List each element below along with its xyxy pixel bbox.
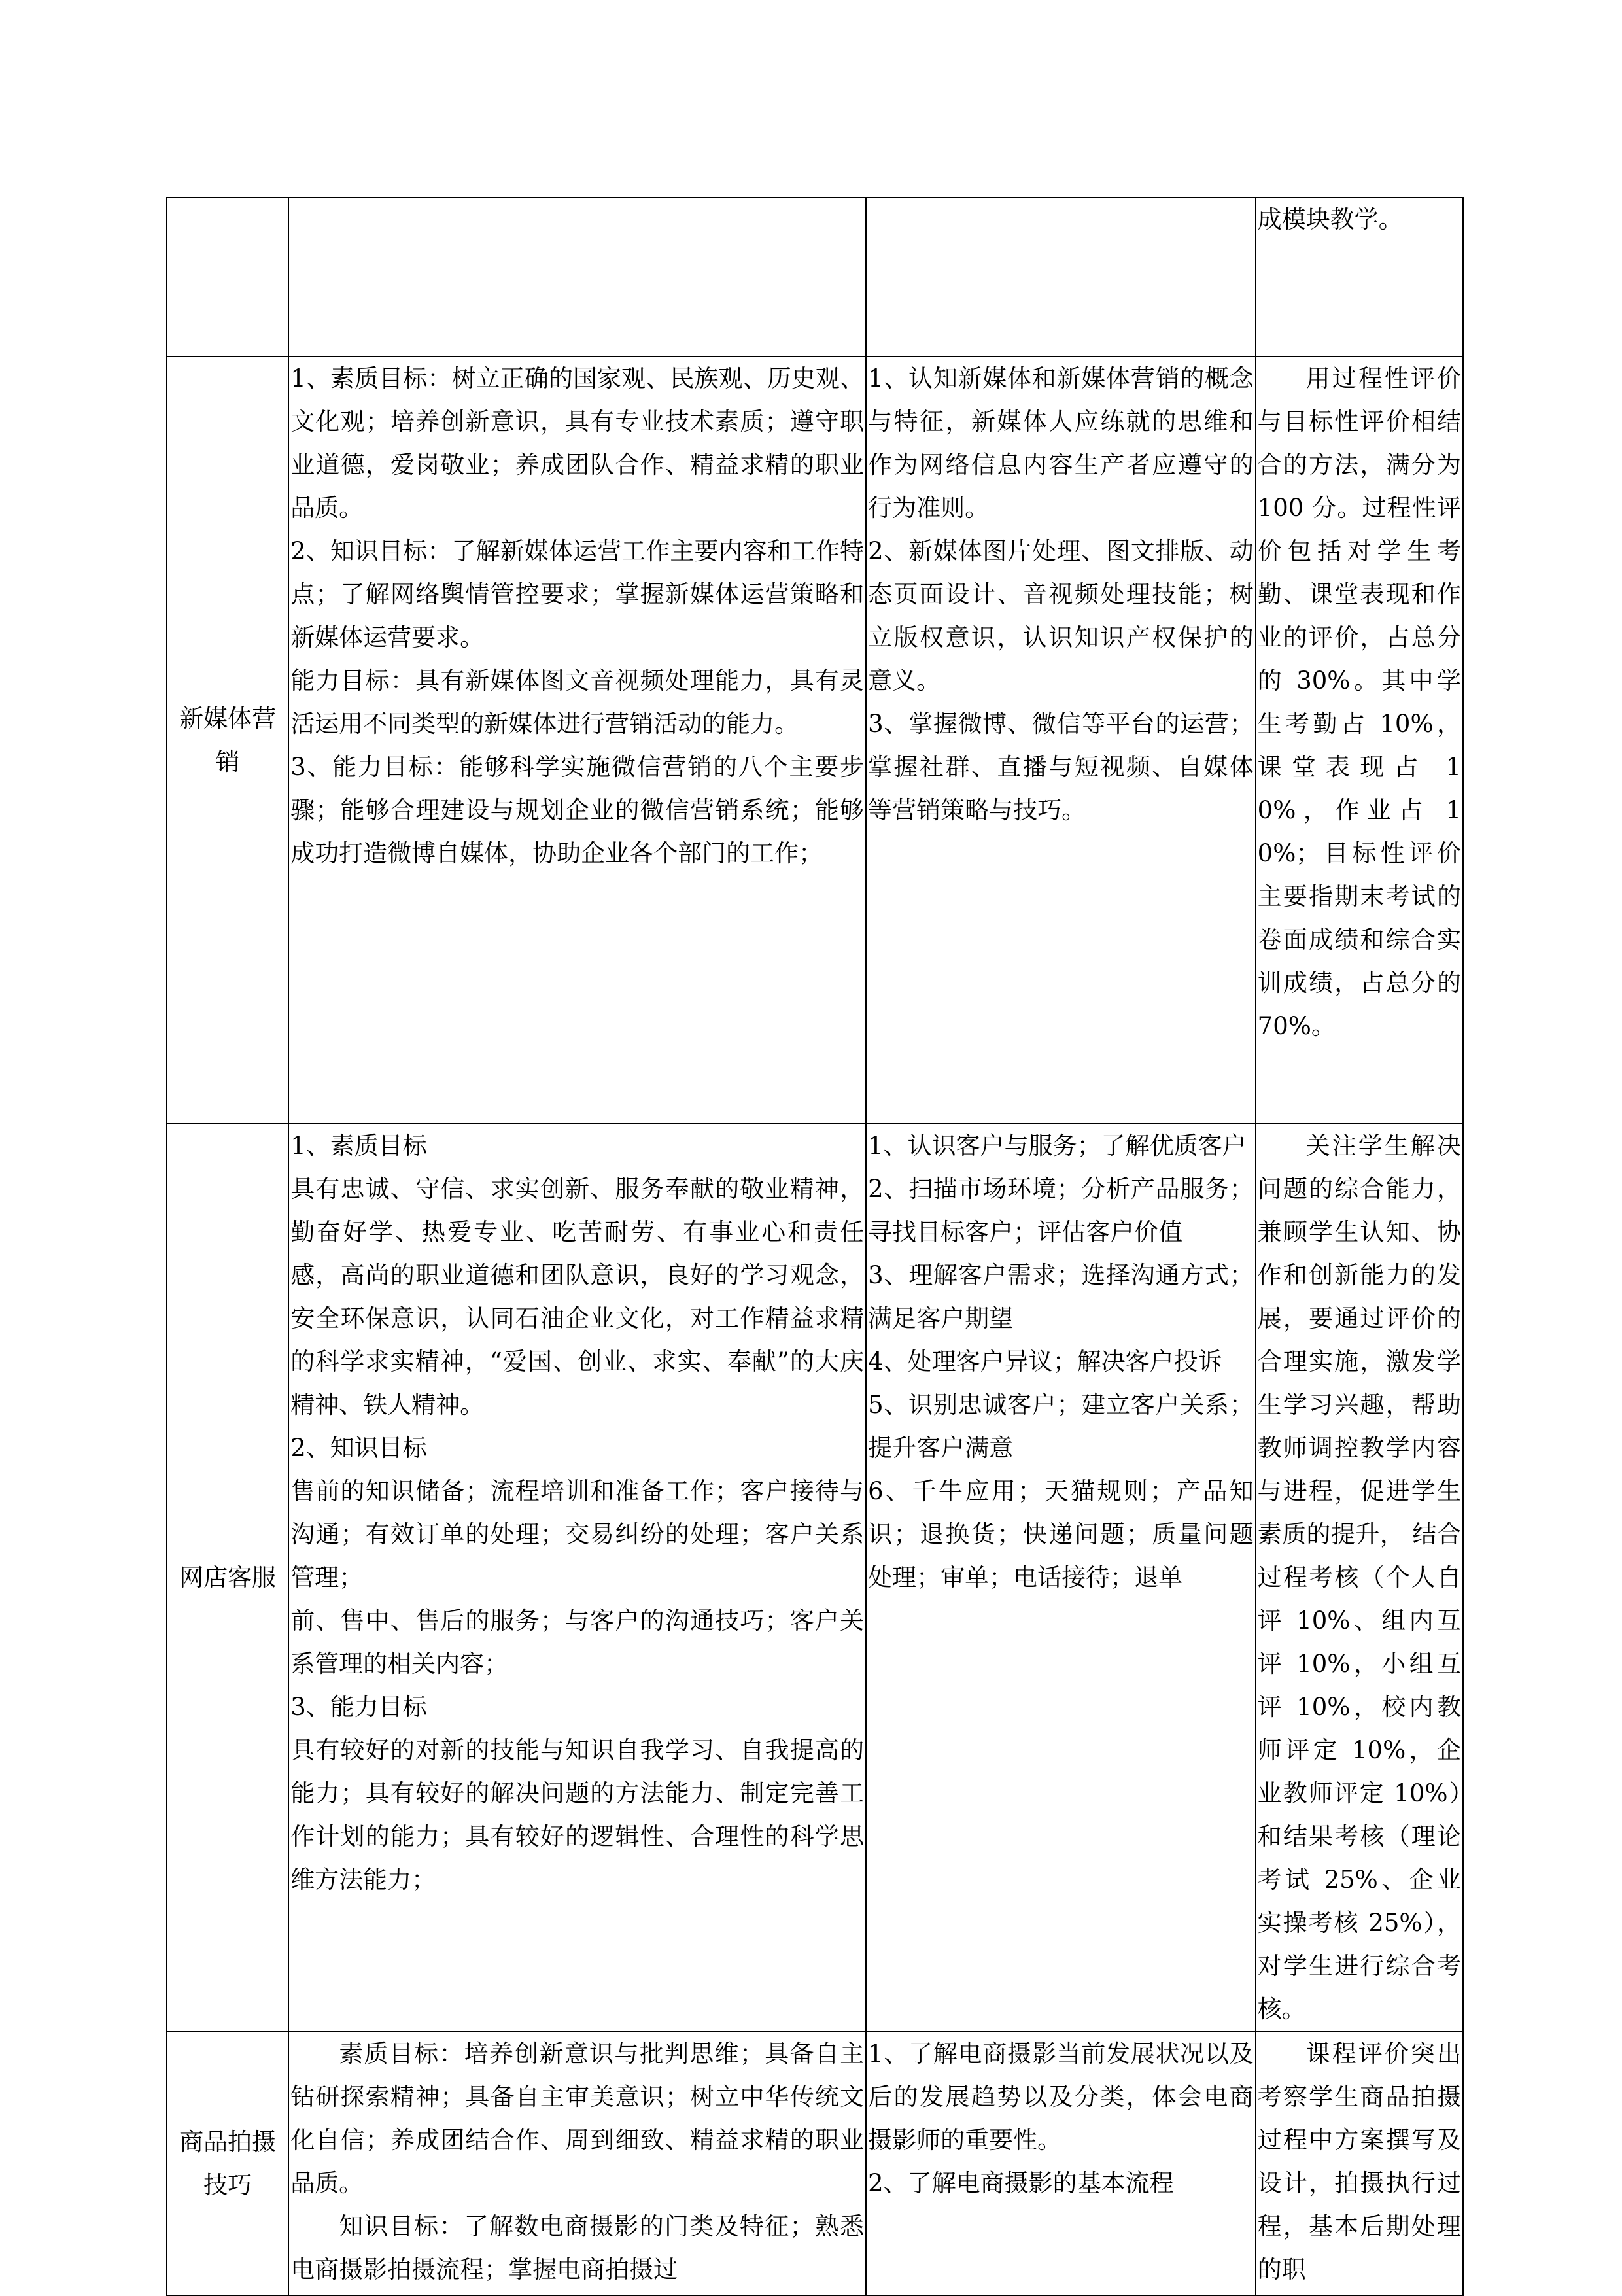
evaluation-text: 用过程性评价与目标性评价相结合的方法，满分为 100 分。过程性评价包括对学生考勤、课堂表现和作业的评价，占总分的 30%。其中学生考勤占 10%，课堂表现占 10%，作业占 10%；目标性评价主要指期末考试的卷面成绩和综合实训成绩，占总分的 70%。	[1257, 364, 1461, 1040]
content-paragraph: 4、处理客户异议；解决客户投诉	[868, 1348, 1222, 1376]
content-paragraph: 1、了解电商摄影当前发展状况以及后的发展趋势以及分类，体会电商摄影师的重要性。	[868, 2040, 1254, 2154]
course-goals-cell	[288, 1124, 866, 2032]
course-content-cell	[866, 198, 1256, 357]
content-paragraph: 3、理解客户需求；选择沟通方式；满足客户期望	[868, 1261, 1254, 1332]
table-row	[167, 2032, 1463, 2295]
content-paragraph: 2、扫描市场环境；分析产品服务；寻找目标客户；评估客户价值	[868, 1175, 1254, 1246]
goal-paragraph: 具有较好的对新的技能与知识自我学习、自我提高的能力；具有较好的解决问题的方法能力、制定完善工作计划的能力；具有较好的逻辑性、合理性的科学思维方法能力；	[290, 1736, 865, 1894]
table-row	[167, 198, 1463, 357]
content-paragraph: 1、认知新媒体和新媒体营销的概念与特征，新媒体人应练就的思维和作为网络信息内容生产者应遵守的行为准则。	[868, 364, 1254, 522]
evaluation-text: 课程评价突出考察学生商品拍摄过程中方案撰写及设计，拍摄执行过程，基本后期处理的职	[1257, 2040, 1461, 2284]
course-evaluation-cell	[1256, 1124, 1463, 2032]
content-paragraph: 5、识别忠诚客户；建立客户关系；提升客户满意	[868, 1391, 1254, 1462]
course-name-cell	[167, 198, 288, 357]
course-name-cell: 新媒体营销	[167, 357, 288, 1124]
goal-paragraph: 3、能力目标：能够科学实施微信营销的八个主要步骤；能够合理建设与规划企业的微信营销系统；能够成功打造微博自媒体，协助企业各个部门的工作；	[290, 753, 865, 867]
goal-paragraph: 前、售中、售后的服务；与客户的沟通技巧；客户关系管理的相关内容；	[290, 1607, 865, 1678]
content-paragraph: 2、新媒体图片处理、图文排版、动态页面设计、音视频处理技能；树立版权意识，认识知识产权保护的意义。	[868, 537, 1254, 695]
table-row	[167, 1124, 1463, 2032]
course-goals-cell	[288, 2032, 866, 2295]
course-name-cell: 商品拍摄技巧	[167, 2032, 288, 2295]
goal-paragraph: 能力目标：具有新媒体图文音视频处理能力，具有灵活运用不同类型的新媒体进行营销活动的能力。	[290, 667, 865, 738]
goal-paragraph: 1、素质目标：树立正确的国家观、民族观、历史观、文化观；培养创新意识，具有专业技术素质；遵守职业道德，爱岗敬业；养成团队合作、精益求精的职业品质。	[290, 364, 865, 522]
course-goals-cell	[288, 357, 866, 1124]
course-evaluation-cell	[1256, 2032, 1463, 2295]
goal-paragraph: 1、素质目标	[290, 1132, 427, 1160]
course-name-cell: 网店客服	[167, 1124, 288, 2032]
goal-paragraph: 素质目标：培养创新意识与批判思维；具备自主钻研探索精神；具备自主审美意识；树立中华传统文化自信；养成团结合作、周到细致、精益求精的职业品质。	[290, 2040, 865, 2197]
goal-paragraph: 具有忠诚、守信、求实创新、服务奉献的敬业精神，勤奋好学、热爱专业、吃苦耐劳、有事业心和责任感，高尚的职业道德和团队意识，良好的学习观念，安全环保意识，认同石油企业文化，对工作精益求精的科学求实精神，“爱国、创业、求实、奉献”的大庆精神、铁人精神。	[290, 1175, 865, 1419]
course-goals-cell	[288, 198, 866, 357]
goal-paragraph: 知识目标：了解数电商摄影的门类及特征；熟悉电商摄影拍摄流程；掌握电商拍摄过	[290, 2212, 865, 2284]
goal-paragraph: 售前的知识储备；流程培训和准备工作；客户接待与沟通；有效订单的处理；交易纠纷的处理；客户关系管理；	[290, 1477, 865, 1592]
evaluation-text: 成模块教学。	[1257, 205, 1403, 234]
course-content-cell	[866, 1124, 1256, 2032]
content-paragraph: 1、认识客户与服务；了解优质客户	[868, 1132, 1247, 1160]
course-content-cell	[866, 357, 1256, 1124]
table-row	[167, 357, 1463, 1124]
evaluation-text: 关注学生解决问题的综合能力，兼顾学生认知、协作和创新能力的发展，要通过评价的合理实施，激发学生学习兴趣，帮助教师调控教学内容与进程，促进学生素质的提升， 结合过程考核（个人自评 10%、组内互评 10%，小组互评 10%，校内教师评定 10%，企业教师评定 10%）和结果考核（理论考试 25%、企业实操考核 25%），对学生进行综合考核。	[1257, 1132, 1461, 2023]
course-table	[166, 197, 1464, 2296]
goal-paragraph: 2、知识目标	[290, 1434, 427, 1462]
content-paragraph: 2、了解电商摄影的基本流程	[868, 2169, 1174, 2197]
goal-paragraph: 3、能力目标	[290, 1693, 427, 1721]
goal-paragraph: 2、知识目标：了解新媒体运营工作主要内容和工作特点；了解网络舆情管控要求；掌握新媒体运营策略和新媒体运营要求。	[290, 537, 865, 652]
course-evaluation-cell	[1256, 198, 1463, 357]
course-content-cell	[866, 2032, 1256, 2295]
content-paragraph: 6、千牛应用；天猫规则；产品知识；退换货；快递问题；质量问题处理；审单；电话接待；退单	[868, 1477, 1254, 1592]
course-evaluation-cell	[1256, 357, 1463, 1124]
content-paragraph: 3、掌握微博、微信等平台的运营；掌握社群、直播与短视频、自媒体等营销策略与技巧。	[868, 710, 1254, 824]
